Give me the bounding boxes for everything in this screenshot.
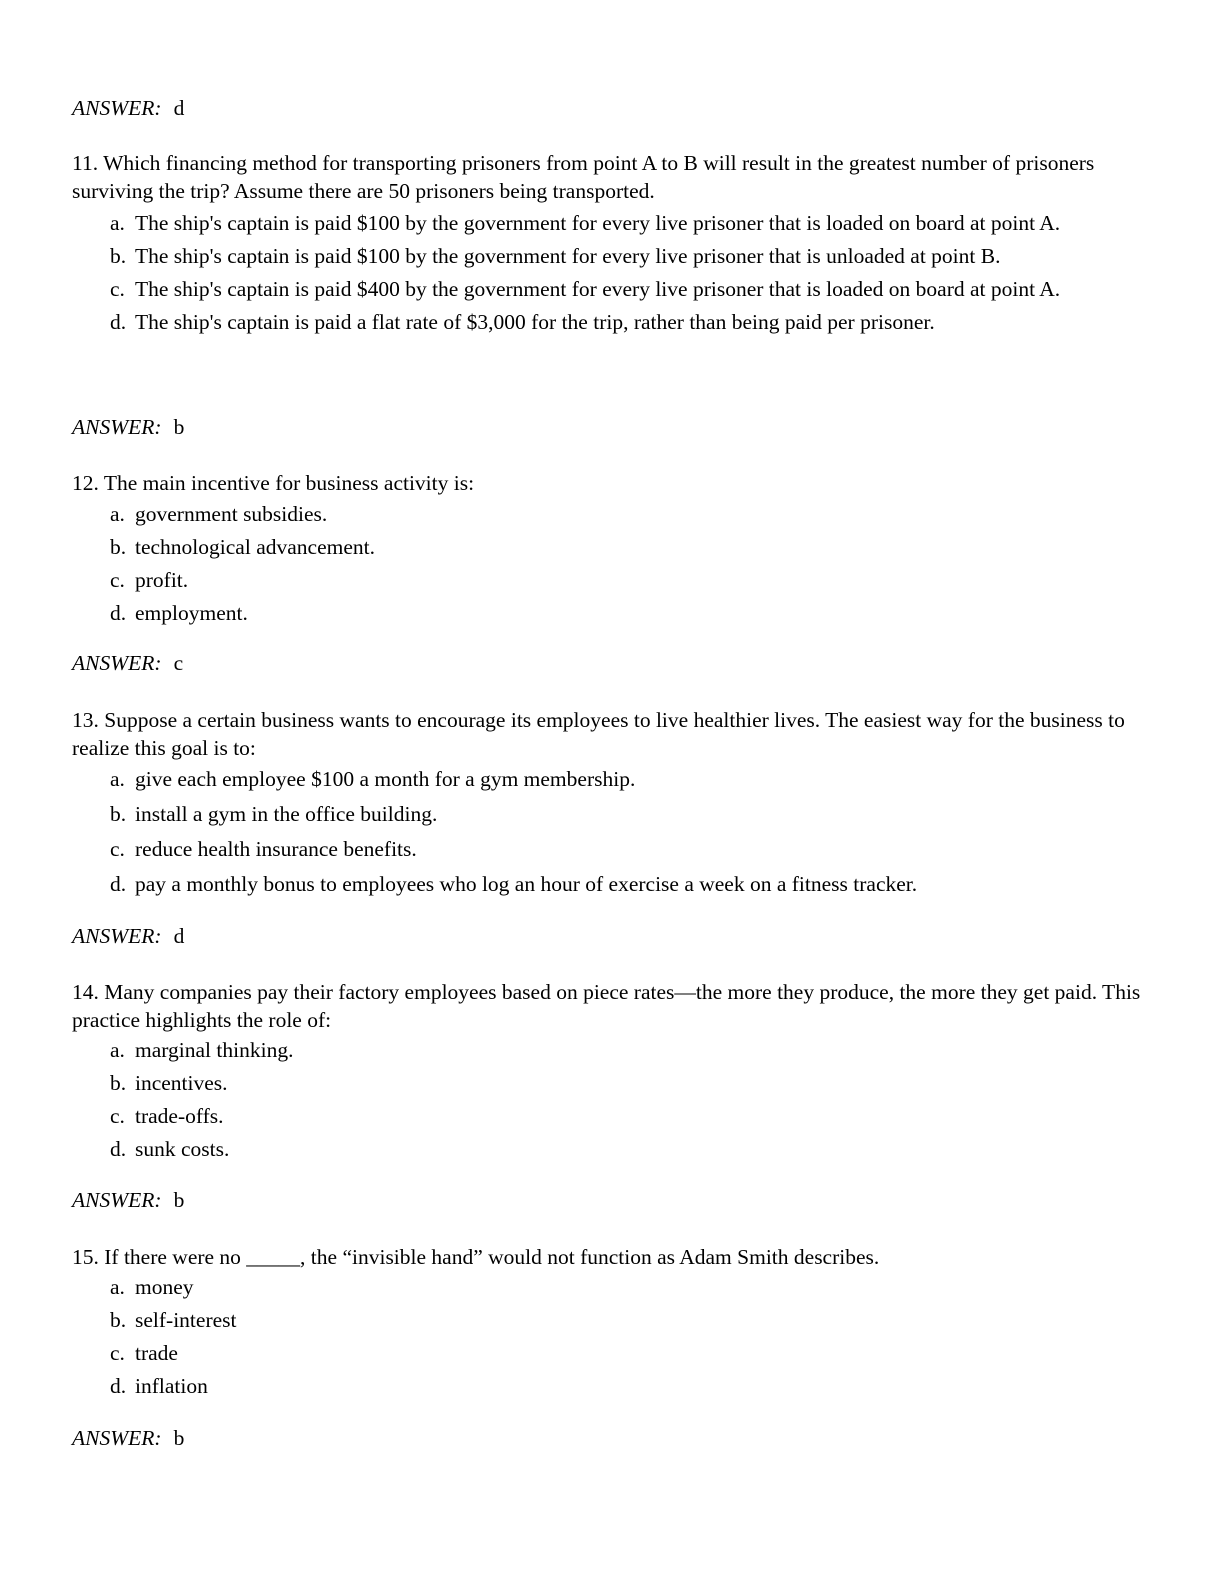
option-letter: b.: [110, 1071, 127, 1095]
option-text: sunk costs.: [135, 1137, 230, 1161]
question-text: Suppose a certain business wants to encourage its employees to live healthier lives. The easiest way for the business to realize this goal is to:: [72, 708, 1125, 760]
answer-value: d: [173, 96, 185, 120]
option-list: [72, 500, 1142, 627]
option-letter: a.: [110, 502, 125, 526]
option-letter: a.: [110, 1038, 125, 1062]
answer-label: ANSWER:: [72, 1188, 162, 1212]
answer-label: ANSWER:: [72, 415, 162, 439]
option-text: give each employee $100 a month for a gym membership.: [135, 767, 636, 791]
question-number: 12.: [72, 471, 99, 495]
question-stem: [72, 978, 1142, 1034]
option-letter: c.: [110, 568, 125, 592]
option-a: [72, 500, 1142, 528]
option-d: [72, 308, 1142, 336]
option-a: [72, 1036, 1142, 1064]
question-stem: [72, 149, 1142, 205]
option-a: [72, 209, 1142, 237]
option-text: reduce health insurance benefits.: [135, 837, 417, 861]
option-letter: c.: [110, 277, 125, 301]
option-text: The ship's captain is paid $100 by the government for every live prisoner that is unloaded at point B.: [135, 244, 1001, 268]
answer-line-15: [72, 1424, 184, 1452]
option-letter: b.: [110, 535, 127, 559]
option-c: [72, 1102, 1142, 1130]
option-b: [72, 800, 1142, 828]
answer-value: b: [173, 415, 185, 439]
option-a: [72, 1273, 1142, 1301]
option-text: The ship's captain is paid $400 by the government for every live prisoner that is loaded on board at point A.: [135, 277, 1061, 301]
option-list: [72, 1273, 1142, 1400]
option-c: [72, 275, 1142, 303]
option-list: [72, 209, 1142, 336]
option-letter: d.: [110, 310, 127, 334]
answer-value: c: [173, 651, 184, 675]
option-d: [72, 1372, 1142, 1400]
answer-label: ANSWER:: [72, 1426, 162, 1450]
answer-label: ANSWER:: [72, 651, 162, 675]
option-b: [72, 1069, 1142, 1097]
option-letter: b.: [110, 244, 127, 268]
question-stem: [72, 706, 1142, 762]
option-text: inflation: [135, 1374, 208, 1398]
option-text: employment.: [135, 601, 248, 625]
question-13: [72, 706, 1142, 898]
option-letter: b.: [110, 1308, 127, 1332]
question-text: The main incentive for business activity is:: [103, 471, 475, 495]
option-c: [72, 835, 1142, 863]
option-text: profit.: [135, 568, 189, 592]
answer-value: b: [173, 1188, 185, 1212]
option-letter: c.: [110, 837, 125, 861]
answer-line-prev: [72, 94, 184, 122]
option-a: [72, 765, 1142, 793]
answer-line-12: [72, 649, 183, 677]
question-text: Which financing method for transporting prisoners from point A to B will result in the greatest number of prisoners surviving the trip? Assume there are 50 prisoners being transported.: [72, 151, 1095, 203]
option-list: [72, 1036, 1142, 1163]
question-stem: [72, 1243, 1142, 1271]
answer-value: d: [173, 924, 185, 948]
option-letter: a.: [110, 767, 125, 791]
option-text: The ship's captain is paid $100 by the government for every live prisoner that is loaded on board at point A.: [135, 211, 1061, 235]
answer-value: b: [173, 1426, 185, 1450]
answer-line-14: [72, 1186, 184, 1214]
question-number: 13.: [72, 708, 99, 732]
answer-label: ANSWER:: [72, 924, 162, 948]
option-text: incentives.: [135, 1071, 228, 1095]
question-number: 15.: [72, 1245, 99, 1269]
question-14: [72, 978, 1142, 1163]
option-text: money: [135, 1275, 194, 1299]
option-d: [72, 599, 1142, 627]
option-d: [72, 1135, 1142, 1163]
option-letter: d.: [110, 1374, 127, 1398]
option-letter: d.: [110, 1137, 127, 1161]
answer-label: ANSWER:: [72, 96, 162, 120]
question-11: [72, 149, 1142, 336]
question-number: 11.: [72, 151, 99, 175]
answer-line-13: [72, 922, 184, 950]
option-list: [72, 765, 1142, 898]
option-b: [72, 242, 1142, 270]
option-letter: d.: [110, 601, 127, 625]
option-letter: b.: [110, 802, 127, 826]
option-text: trade: [135, 1341, 178, 1365]
question-15: [72, 1243, 1142, 1400]
option-text: government subsidies.: [135, 502, 328, 526]
option-letter: a.: [110, 1275, 125, 1299]
question-number: 14.: [72, 980, 99, 1004]
option-text: The ship's captain is paid a flat rate of $3,000 for the trip, rather than being paid per prisoner.: [135, 310, 935, 334]
answer-line-11: [72, 413, 184, 441]
option-letter: c.: [110, 1341, 125, 1365]
option-c: [72, 566, 1142, 594]
option-text: technological advancement.: [135, 535, 375, 559]
question-12: [72, 469, 1142, 627]
option-letter: c.: [110, 1104, 125, 1128]
option-text: pay a monthly bonus to employees who log an hour of exercise a week on a fitness tracker.: [135, 872, 918, 896]
option-text: marginal thinking.: [135, 1038, 294, 1062]
option-text: self-interest: [135, 1308, 237, 1332]
question-text: Many companies pay their factory employees based on piece rates—the more they produce, the more they get paid. This practice highlights the role of:: [72, 980, 1141, 1032]
option-b: [72, 1306, 1142, 1334]
question-text: If there were no _____, the “invisible hand” would not function as Adam Smith describes.: [104, 1245, 880, 1269]
option-letter: d.: [110, 872, 127, 896]
option-d: [72, 870, 1142, 898]
option-letter: a.: [110, 211, 125, 235]
option-text: trade-offs.: [135, 1104, 224, 1128]
option-text: install a gym in the office building.: [135, 802, 438, 826]
option-b: [72, 533, 1142, 561]
option-c: [72, 1339, 1142, 1367]
question-stem: [72, 469, 1142, 497]
